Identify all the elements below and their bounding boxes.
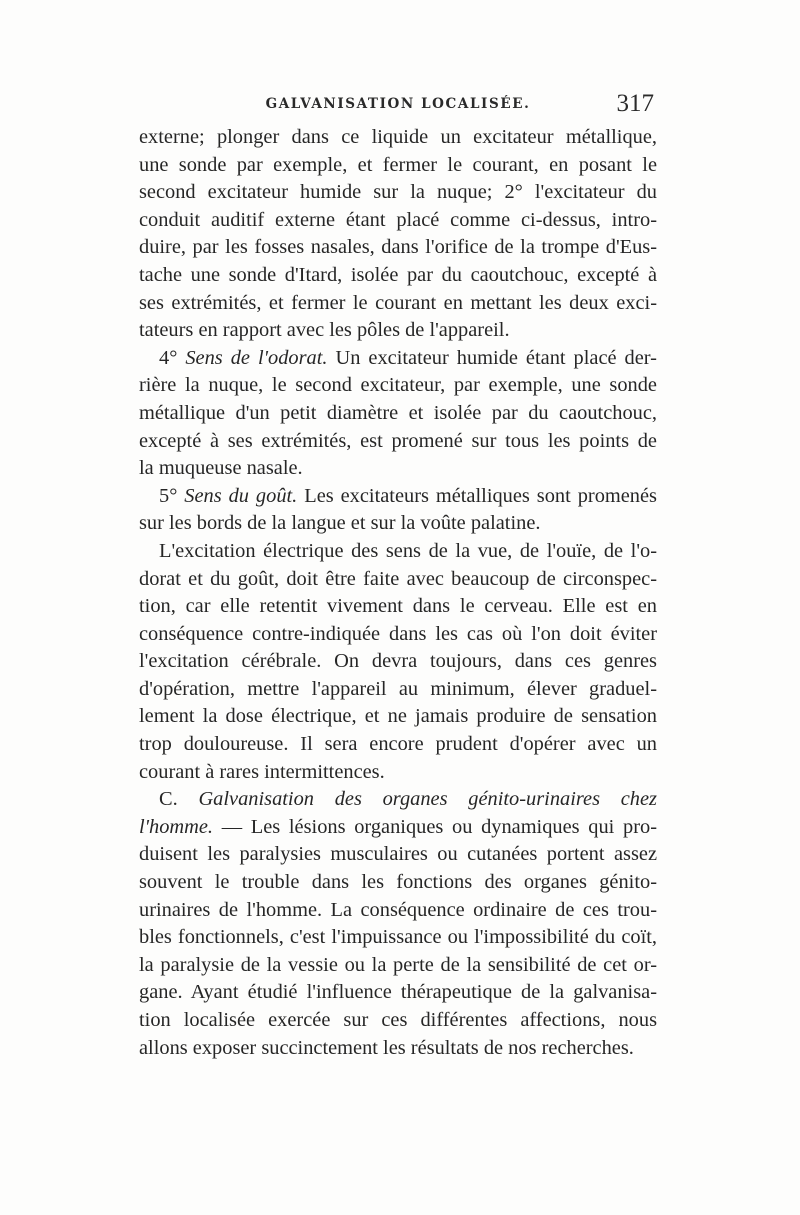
paragraph-sense-of-taste bbox=[139, 483, 657, 511]
text-run: Un excitateur humide étant placé der- bbox=[335, 346, 657, 369]
text-line: L'excitation électrique des sens de la vue, de l'ouïe, de l'o- bbox=[159, 539, 657, 562]
text-line: bles fonctionnels, c'est l'impuissance ou l'impossibilité du coït, bbox=[139, 926, 657, 949]
text-line: la muqueuse nasale. bbox=[139, 457, 303, 480]
text-line: tion localisée exercée sur ces différentes affections, nous bbox=[139, 1009, 657, 1031]
running-title: GALVANISATION LOCALISÉE. bbox=[265, 96, 531, 112]
text-line: tion, car elle retentit vivement dans le cerveau. Elle est en bbox=[139, 595, 657, 618]
text-line: urinaires de l'homme. La conséquence ordinaire de ces trou- bbox=[139, 898, 657, 921]
text-line: courant à rares intermittences. bbox=[139, 760, 385, 783]
section-heading-italic: Galvanisation des organes génito-urinaires chez bbox=[198, 788, 657, 811]
text-line bbox=[139, 814, 657, 842]
text-line: duisent les paralysies musculaires ou cutanées portent assez bbox=[139, 843, 657, 866]
text-line: une sonde par exemple, et fermer le courant, en posant le bbox=[139, 153, 657, 176]
text-line: tateurs en rapport avec les pôles de l'appareil. bbox=[139, 319, 510, 342]
section-heading-italic: Sens du goût. bbox=[184, 484, 298, 507]
text-line: dorat et du goût, doit être faite avec beaucoup de circonspec- bbox=[139, 567, 657, 590]
text-line: trop douloureuse. Il sera encore prudent d'opérer avec un bbox=[139, 733, 657, 756]
section-heading-italic: l'homme. bbox=[139, 815, 214, 838]
text-line: rière la nuque, le second excitateur, par exemple, une sonde bbox=[139, 374, 657, 397]
text-line: métallique d'un petit diamètre et isolée par du caoutchouc, bbox=[139, 401, 657, 424]
text-line: allons exposer succinctement les résultats de nos recherches. bbox=[139, 1036, 634, 1059]
text-line: la paralysie de la vessie ou la perte de la sensibilité de cet or- bbox=[139, 953, 657, 976]
text-line: ses extrémités, et fermer le courant en mettant les deux exci- bbox=[139, 291, 657, 314]
text-line: conséquence contre-indiquée dans les cas où l'on doit éviter bbox=[139, 622, 657, 645]
text-line: tache une sonde d'Itard, isolée par du caoutchouc, excepté à bbox=[139, 263, 657, 286]
text-line: gane. Ayant étudié l'influence thérapeutique de la galvanisa- bbox=[139, 981, 657, 1004]
text-line: externe; plonger dans ce liquide un excitateur métallique, bbox=[139, 126, 657, 148]
item-number: 5° bbox=[159, 484, 178, 507]
text-line: excepté à ses extrémités, est promené sur tous les points de bbox=[139, 429, 657, 452]
text-run: — Les lésions organiques ou dynamiques qui pro- bbox=[221, 815, 657, 838]
text-line: lement la dose électrique, et ne jamais produire de sensation bbox=[139, 705, 657, 728]
page-number: 317 bbox=[616, 90, 654, 117]
text-run: Les excitateurs métalliques sont promenés bbox=[304, 484, 657, 507]
running-head bbox=[140, 92, 656, 126]
text-line: conduit auditif externe étant placé comme ci-dessus, intro- bbox=[139, 208, 657, 231]
text-line: sur les bords de la langue et sur la voûte palatine. bbox=[139, 512, 541, 535]
paragraph-sense-of-smell bbox=[139, 345, 657, 373]
text-line: souvent le trouble dans les fonctions des organes génito- bbox=[139, 871, 657, 894]
section-c-heading bbox=[139, 786, 657, 814]
text-line: duire, par les fosses nasales, dans l'orifice de la trompe d'Eus- bbox=[139, 236, 657, 259]
item-number: 4° bbox=[159, 346, 178, 369]
section-letter: C. bbox=[159, 788, 178, 811]
section-heading-italic: Sens de l'odorat. bbox=[185, 346, 328, 369]
text-line: second excitateur humide sur la nuque; 2° l'excitateur du bbox=[139, 181, 657, 204]
body-text bbox=[139, 124, 657, 1062]
text-line: l'excitation cérébrale. On devra toujours, dans ces genres bbox=[139, 650, 657, 673]
text-line: d'opération, mettre l'appareil au minimum, élever graduel- bbox=[139, 677, 657, 700]
